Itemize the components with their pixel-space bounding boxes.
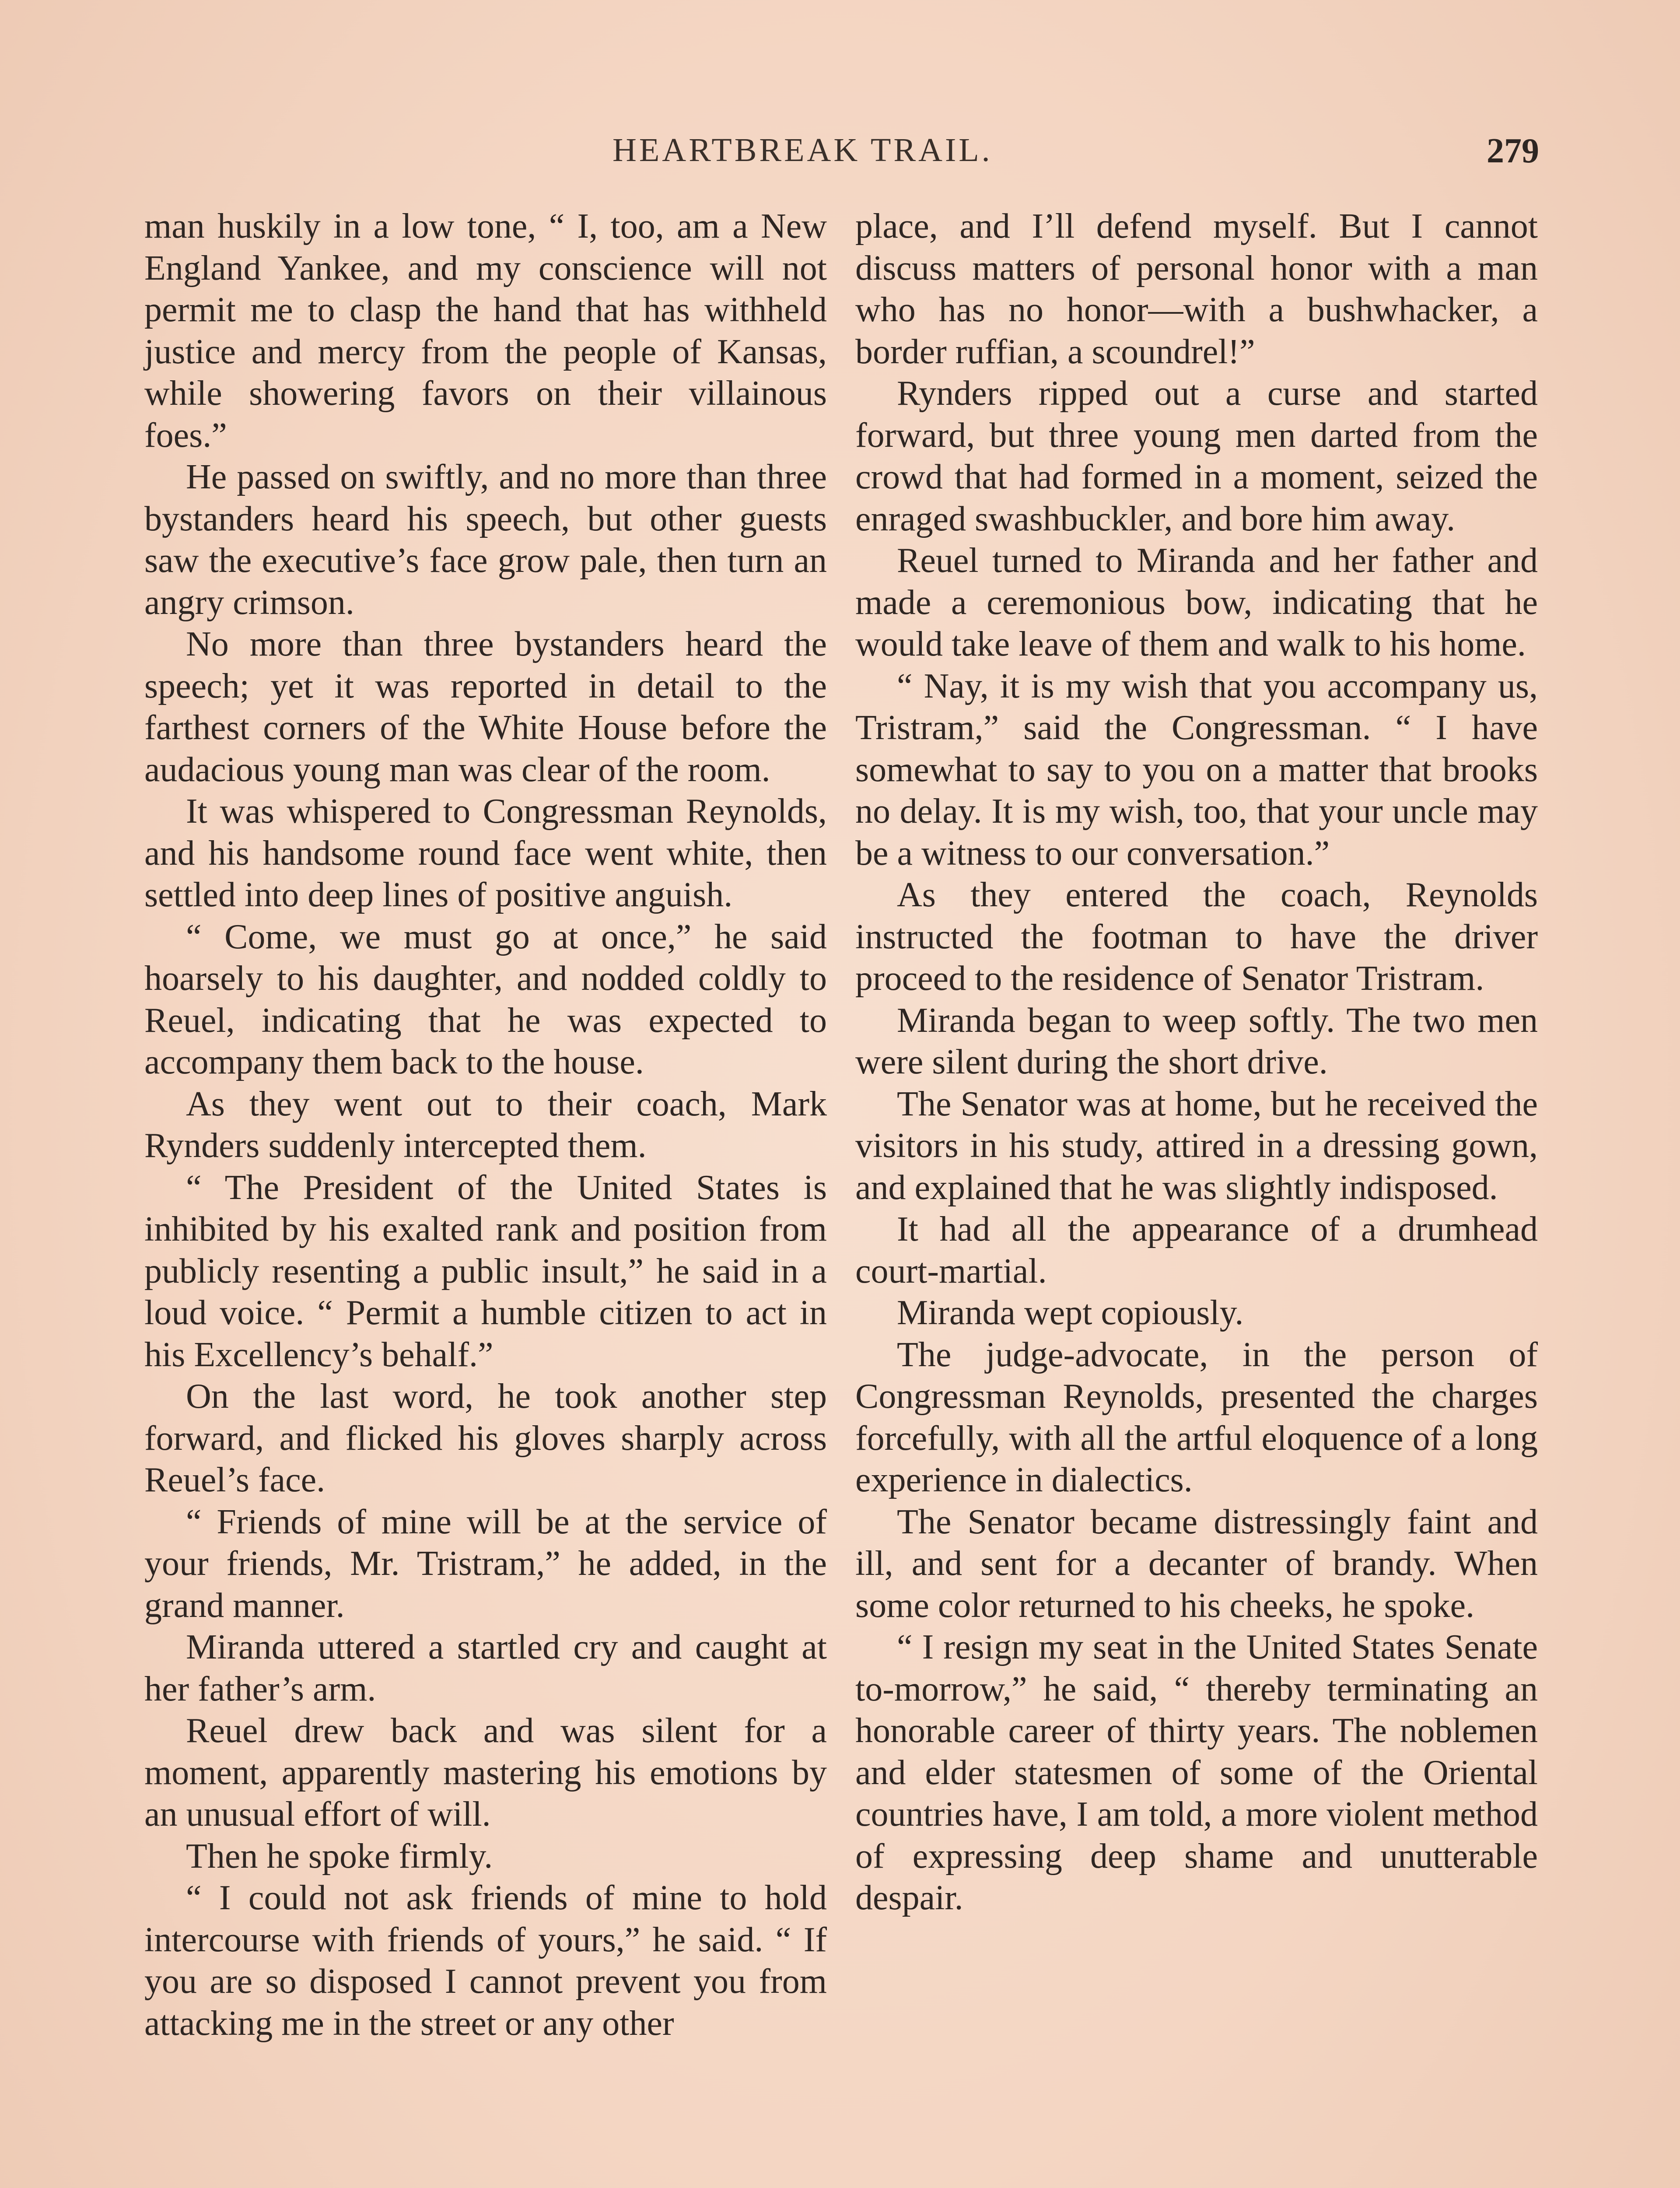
paragraph: “ Come, we must go at once,” he said hoarsely to his daughter, and nodded coldly to Reuel, indicating that he was expected to accompany them back to the house. [144, 917, 827, 1081]
paragraph: “ I resign my seat in the United States Senate to-morrow,” he said, “ thereby terminating an honorable career of thirty years. The noblemen and elder statesmen of some of the Oriental countries have, I am told, a more violent method of expressing deep shame and unutterable despair. [855, 1628, 1538, 1917]
paragraph: “ I could not ask friends of mine to hold intercourse with friends of yours,” he said. “ If you are so disposed I cannot prevent you from attacking me in the street or any other [144, 1879, 827, 2043]
right-column [855, 206, 1538, 1919]
paragraph: Reuel turned to Miranda and her father and made a ceremonious bow, indicating that he would take leave of them and walk to his home. [855, 541, 1538, 663]
paragraph: man huskily in a low tone, “ I, too, am a New England Yankee, and my conscience will not permit me to clasp the hand that has withheld justice and mercy from the people of Kansas, while showering favors on their villainous foes.” [144, 207, 827, 455]
paragraph: As they entered the coach, Reynolds instructed the footman to have the driver proceed to the residence of Senator Tristram. [855, 876, 1538, 998]
left-column [144, 206, 827, 2044]
paragraph: place, and I’ll defend myself. But I cannot discuss matters of personal honor with a man who has no honor—with a bushwhacker, a border ruffian, a scoundrel!” [855, 207, 1538, 371]
paragraph: No more than three bystanders heard the speech; yet it was reported in detail to the farthest corners of the White House before the audacious young man was clear of the room. [144, 625, 827, 789]
paragraph: The Senator was at home, but he received the visitors in his study, attired in a dressing gown, and explained that he was slightly indisposed. [855, 1084, 1538, 1207]
paragraph: On the last word, he took another step forward, and flicked his gloves sharply across Reuel’s face. [144, 1377, 827, 1499]
paragraph: “ The President of the United States is inhibited by his exalted rank and position from publicly resenting a public insult,” he said in a loud voice. “ Permit a humble citizen to act in his Excellency’s behalf.” [144, 1168, 827, 1374]
paragraph: It had all the appearance of a drumhead court-martial. [855, 1210, 1538, 1290]
paragraph: “ Friends of mine will be at the service of your friends, Mr. Tristram,” he added, in the grand manner. [144, 1502, 827, 1625]
paragraph: Reuel drew back and was silent for a moment, apparently mastering his emotions by an unusual effort of will. [144, 1711, 827, 1834]
paragraph: “ Nay, it is my wish that you accompany us, Tristram,” said the Congressman. “ I have somewhat to say to you on a matter that brooks no delay. It is my wish, too, that your uncle may be a witness to our conversation.” [855, 666, 1538, 873]
paragraph: Miranda uttered a startled cry and caught at her father’s arm. [144, 1628, 827, 1708]
paragraph: Miranda began to weep softly. The two men were silent during the short drive. [855, 1001, 1538, 1081]
paragraph: He passed on swiftly, and no more than three bystanders heard his speech, but other guests saw the executive’s face grow pale, then turn an angry crimson. [144, 458, 827, 622]
paragraph: The Senator became distressingly faint and ill, and sent for a decanter of brandy. When some color returned to his cheeks, he spoke. [855, 1502, 1538, 1625]
running-title: HEARTBREAK TRAIL. [612, 132, 993, 168]
paragraph: Then he spoke firmly. [186, 1837, 493, 1876]
paragraph: Rynders ripped out a curse and started forward, but three young men darted from the crowd that had formed in a moment, seized the enraged swashbuckler, and bore him away. [855, 374, 1538, 538]
paragraph: The judge-advocate, in the person of Congressman Reynolds, presented the charges forcefully, with all the artful eloquence of a long experience in dialectics. [855, 1335, 1538, 1499]
paragraph: It was whispered to Congressman Reynolds, and his handsome round face went white, then settled into deep lines of positive anguish. [144, 792, 827, 914]
paragraph: Miranda wept copiously. [897, 1294, 1244, 1332]
page-number: 279 [1487, 132, 1539, 170]
paragraph: As they went out to their coach, Mark Rynders suddenly intercepted them. [144, 1084, 827, 1165]
